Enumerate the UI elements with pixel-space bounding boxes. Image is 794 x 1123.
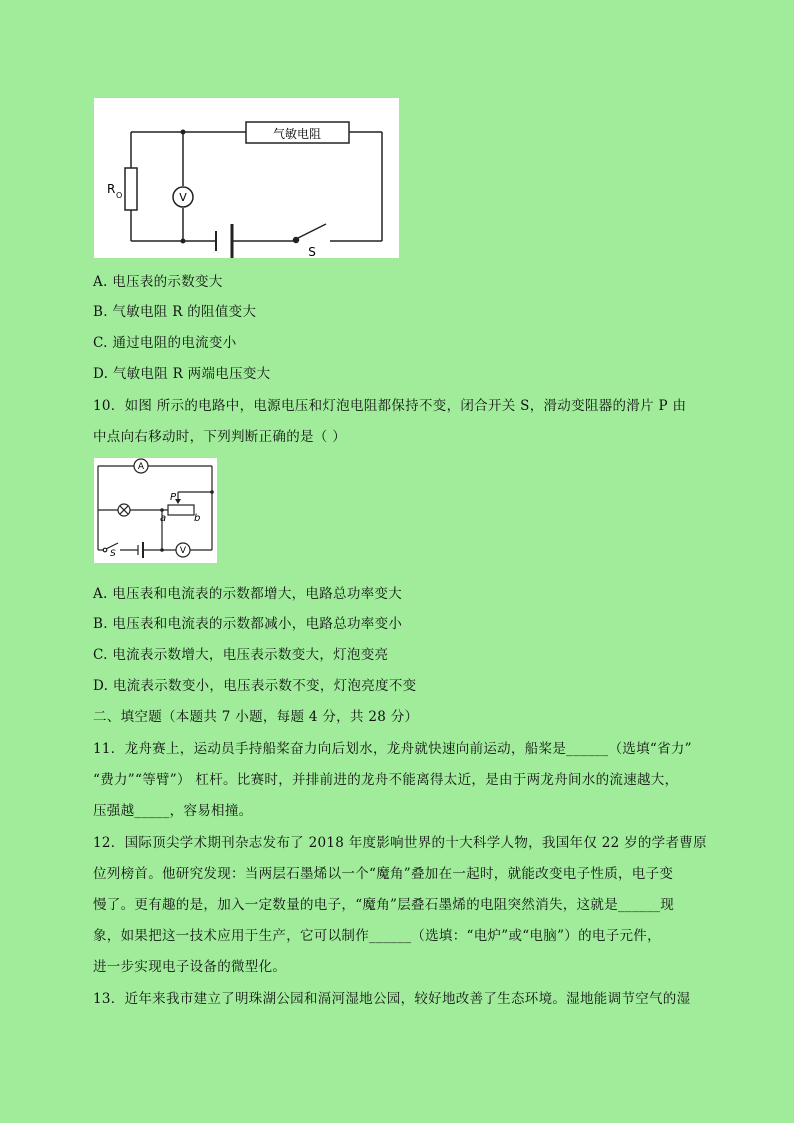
junction-dot <box>181 130 186 135</box>
junction-dot <box>210 490 214 494</box>
q9-option-d: D. 气敏电阻 R 两端电压变大 <box>93 366 271 382</box>
switch-pivot <box>103 548 107 552</box>
voltmeter-symbol: V <box>179 546 187 556</box>
p-label: P <box>170 492 177 503</box>
q11-line1: 11．龙舟赛上，运动员手持船桨奋力向后划水，龙舟就快速向前运动，船桨是______（选填“省力” <box>93 741 692 757</box>
circuit-diagram-1 <box>94 98 399 258</box>
switch-label: S <box>308 245 316 258</box>
q11-line2: “费力”“等臂”） 杠杆。比赛时，并排前进的龙舟不能离得太近，是由于两龙舟间水的流速越大， <box>93 772 679 788</box>
r0-label: R <box>107 182 116 196</box>
gas-resistor-label: 气敏电阻 <box>272 127 322 141</box>
junction-dot <box>181 239 186 244</box>
circuit-figure-2 <box>94 458 217 563</box>
q10-option-b: B. 电压表和电流表的示数都减小，电路总功率变小 <box>93 616 403 632</box>
q12-line2: 位列榜首。他研究发现：当两层石墨烯以一个“魔角”叠加在一起时，就能改变电子性质，电子变 <box>93 866 674 882</box>
voltmeter-symbol: V <box>179 191 187 204</box>
q12-line1: 12．国际顶尖学术期刊杂志发布了 2018 年度影响世界的十大科学人物，我国年仅 22 岁的学者曹原 <box>93 835 707 851</box>
s-label: S <box>110 549 116 559</box>
q10-option-d: D. 电流表示数变小，电压表示数不变，灯泡亮度不变 <box>93 678 417 694</box>
circuit-figure-1 <box>94 98 399 258</box>
r0-resistor-box <box>125 168 137 210</box>
q13-line1: 13．近年来我市建立了明珠湖公园和滆河湿地公园，较好地改善了生态环境。湿地能调节空气的湿 <box>93 991 691 1007</box>
q10-stem-line2: 中点向右移动时，下列判断正确的是（ ） <box>93 429 346 445</box>
junction-dot <box>160 508 164 512</box>
rheostat-box <box>168 505 194 515</box>
q12-line3: 慢了。更有趣的是，加入一定数量的电子，“魔角”层叠石墨烯的电阻突然消失，这就是______现 <box>93 897 675 913</box>
q9-option-c: C. 通过电阻的电流变小 <box>93 335 237 351</box>
q10-stem-line1: 10．如图 所示的电路中，电源电压和灯泡电阻都保持不变，闭合开关 S，滑动变阻器的滑片 P 由 <box>93 398 687 414</box>
q12-line4: 象，如果把这一技术应用于生产，它可以制作______（选填：“电炉”或“电脑”）的电子元件， <box>93 928 661 944</box>
circuit-diagram-2 <box>94 458 217 563</box>
q9-option-a: A. 电压表的示数变大 <box>93 274 223 290</box>
a-label: a <box>160 513 167 524</box>
switch-blade <box>298 224 326 238</box>
junction-dot <box>160 548 164 552</box>
q10-option-c: C. 电流表示数增大，电压表示数变大，灯泡变亮 <box>93 647 389 663</box>
q10-option-a: A. 电压表和电流表的示数都增大，电路总功率变大 <box>93 586 403 602</box>
switch-pivot <box>294 238 299 243</box>
r0-subscript: O <box>116 191 123 200</box>
q9-option-b: B. 气敏电阻 R 的阻值变大 <box>93 304 257 320</box>
q11-line3: 压强越_____，容易相撞。 <box>93 803 253 819</box>
b-label: b <box>194 513 201 524</box>
ammeter-symbol: A <box>137 462 145 472</box>
section-heading: 二、填空题（本题共 7 小题，每题 4 分，共 28 分） <box>93 709 419 725</box>
q12-line5: 进一步实现电子设备的微型化。 <box>93 959 287 975</box>
